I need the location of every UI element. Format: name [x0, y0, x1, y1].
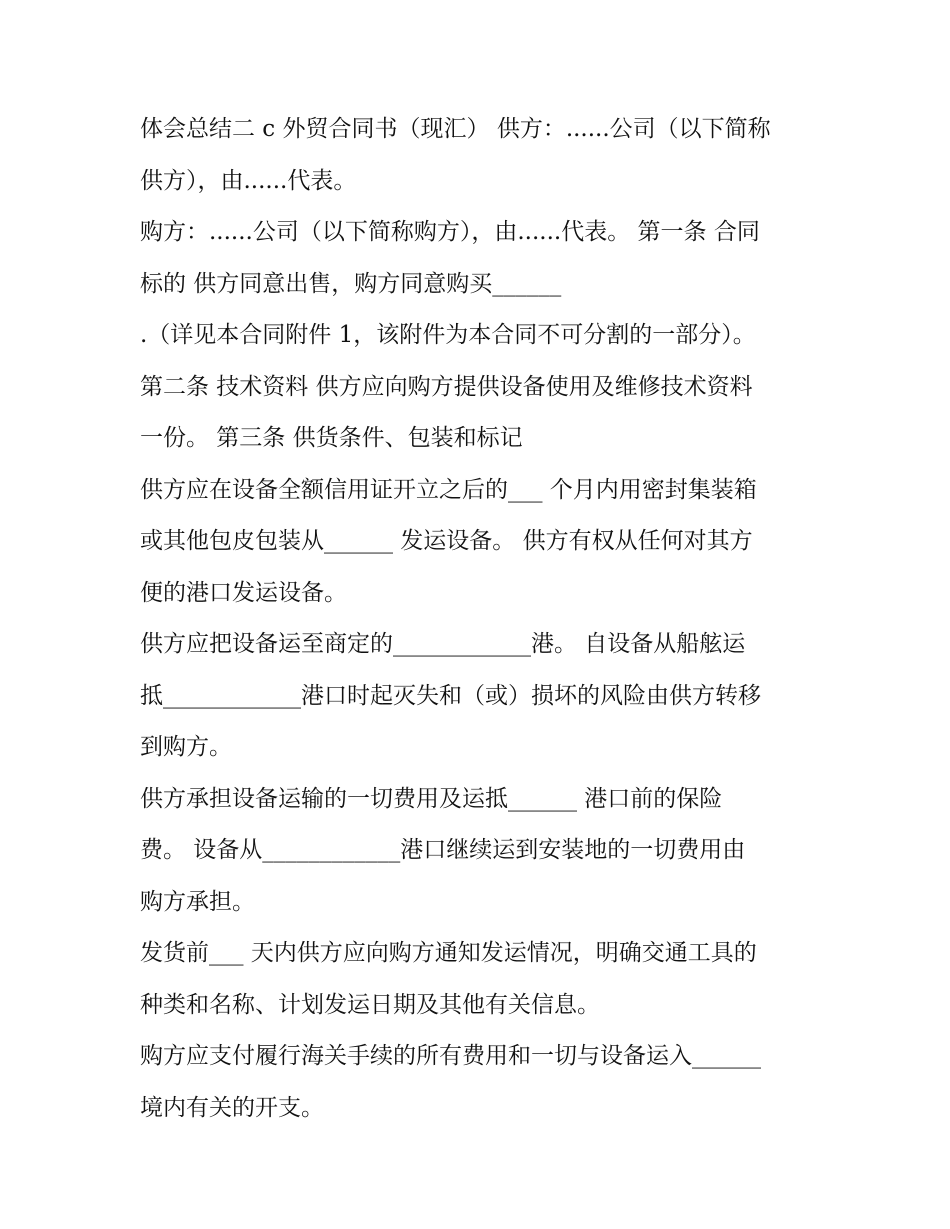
text-line: 种类和名称、计划发运日期及其他有关信息。: [140, 991, 600, 1018]
text-line: 第二条 技术资料 供方应向购方提供设备使用及维修技术资料: [140, 373, 753, 400]
text-line: 费。 设备从____________港口继续运到安装地的一切费用由: [140, 837, 746, 863]
text-line: 供方），由......代表。: [140, 167, 357, 194]
text-line: 购方承担。: [140, 888, 255, 915]
text-line: 发货前___ 天内供方应向购方通知发运情况，明确交通工具的: [140, 940, 757, 966]
text-line: 供方应在设备全额信用证开立之后的___ 个月内用密封集装箱: [140, 476, 757, 503]
text-line: 购方：......公司（以下简称购方），由......代表。 第一条 合同: [140, 219, 760, 245]
text-line: 一份。 第三条 供货条件、包装和标记: [140, 425, 523, 451]
text-line: 标的 供方同意出售，购方同意购买______: [140, 270, 562, 297]
text-line: 供方承担设备运输的一切费用及运抵______ 港口前的保险: [140, 785, 723, 812]
text-line: 或其他包皮包装从______ 发运设备。 供方有权从任何对其方: [140, 528, 753, 554]
text-line: 抵____________港口时起灭失和（或）损坏的风险由供方转移: [140, 682, 761, 709]
text-line: 便的港口发运设备。: [140, 579, 347, 606]
text-line: 购方应支付履行海关手续的所有费用和一切与设备运入______: [140, 1043, 761, 1069]
text-line: 供方应把设备运至商定的____________港。 自设备从船舷运: [140, 631, 746, 657]
document-page: [140, 104, 820, 1134]
text-line: 体会总结二 c 外贸合同书（现汇） 供方：......公司（以下简称: [140, 116, 771, 142]
text-line: 到购方。: [140, 734, 232, 760]
text-line: .（详见本合同附件 1，该附件为本合同不可分割的一部分）。: [140, 322, 756, 348]
text-line: 境内有关的开支。: [140, 1094, 324, 1121]
